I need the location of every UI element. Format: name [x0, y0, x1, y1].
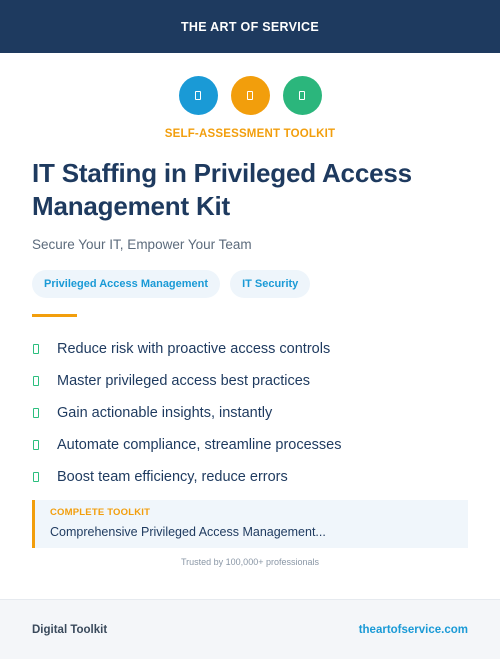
benefit-text: Boost team efficiency, reduce errors	[57, 469, 288, 485]
eyebrow-label: SELF-ASSESSMENT TOOLKIT	[164, 128, 336, 140]
callout-label: COMPLETE TOOLKIT	[50, 507, 151, 518]
page-title: IT Staffing in Privileged Access Management Kit	[32, 158, 412, 221]
benefit-text: Automate compliance, streamline processes	[57, 437, 342, 453]
check-icon	[33, 408, 39, 418]
header-banner	[0, 0, 500, 53]
callout-text: Comprehensive Privileged Access Management...	[50, 525, 326, 539]
toolkit-callout[interactable]	[32, 500, 468, 548]
footer	[0, 599, 500, 659]
tag-it-security[interactable]: IT Security	[230, 270, 310, 298]
footer-label: Digital Toolkit	[32, 623, 108, 636]
benefit-text: Master privileged access best practices	[57, 373, 311, 389]
trusted-note: Trusted by 100,000+ professionals	[180, 557, 319, 567]
tag-list	[32, 270, 310, 298]
icon-row	[0, 76, 500, 115]
tag-privileged-access-management[interactable]: Privileged Access Management	[32, 270, 220, 298]
list-item	[32, 365, 472, 397]
brand-title: THE ART OF SERVICE	[180, 19, 320, 34]
website-link[interactable]: theartofservice.com	[358, 623, 468, 636]
check-icon	[33, 440, 39, 450]
subtitle: Secure Your IT, Empower Your Team	[32, 237, 252, 252]
check-icon	[283, 76, 322, 115]
list-item	[32, 461, 472, 493]
benefit-list	[32, 333, 472, 493]
check-icon	[33, 344, 39, 354]
check-icon	[33, 472, 39, 482]
benefit-text: Reduce risk with proactive access controls	[57, 341, 331, 357]
list-item	[32, 429, 472, 461]
lock-icon	[231, 76, 270, 115]
list-item	[32, 397, 472, 429]
benefit-text: Gain actionable insights, instantly	[57, 405, 273, 421]
check-icon	[33, 376, 39, 386]
list-item	[32, 333, 472, 365]
shield-icon	[179, 76, 218, 115]
accent-divider	[32, 314, 77, 317]
